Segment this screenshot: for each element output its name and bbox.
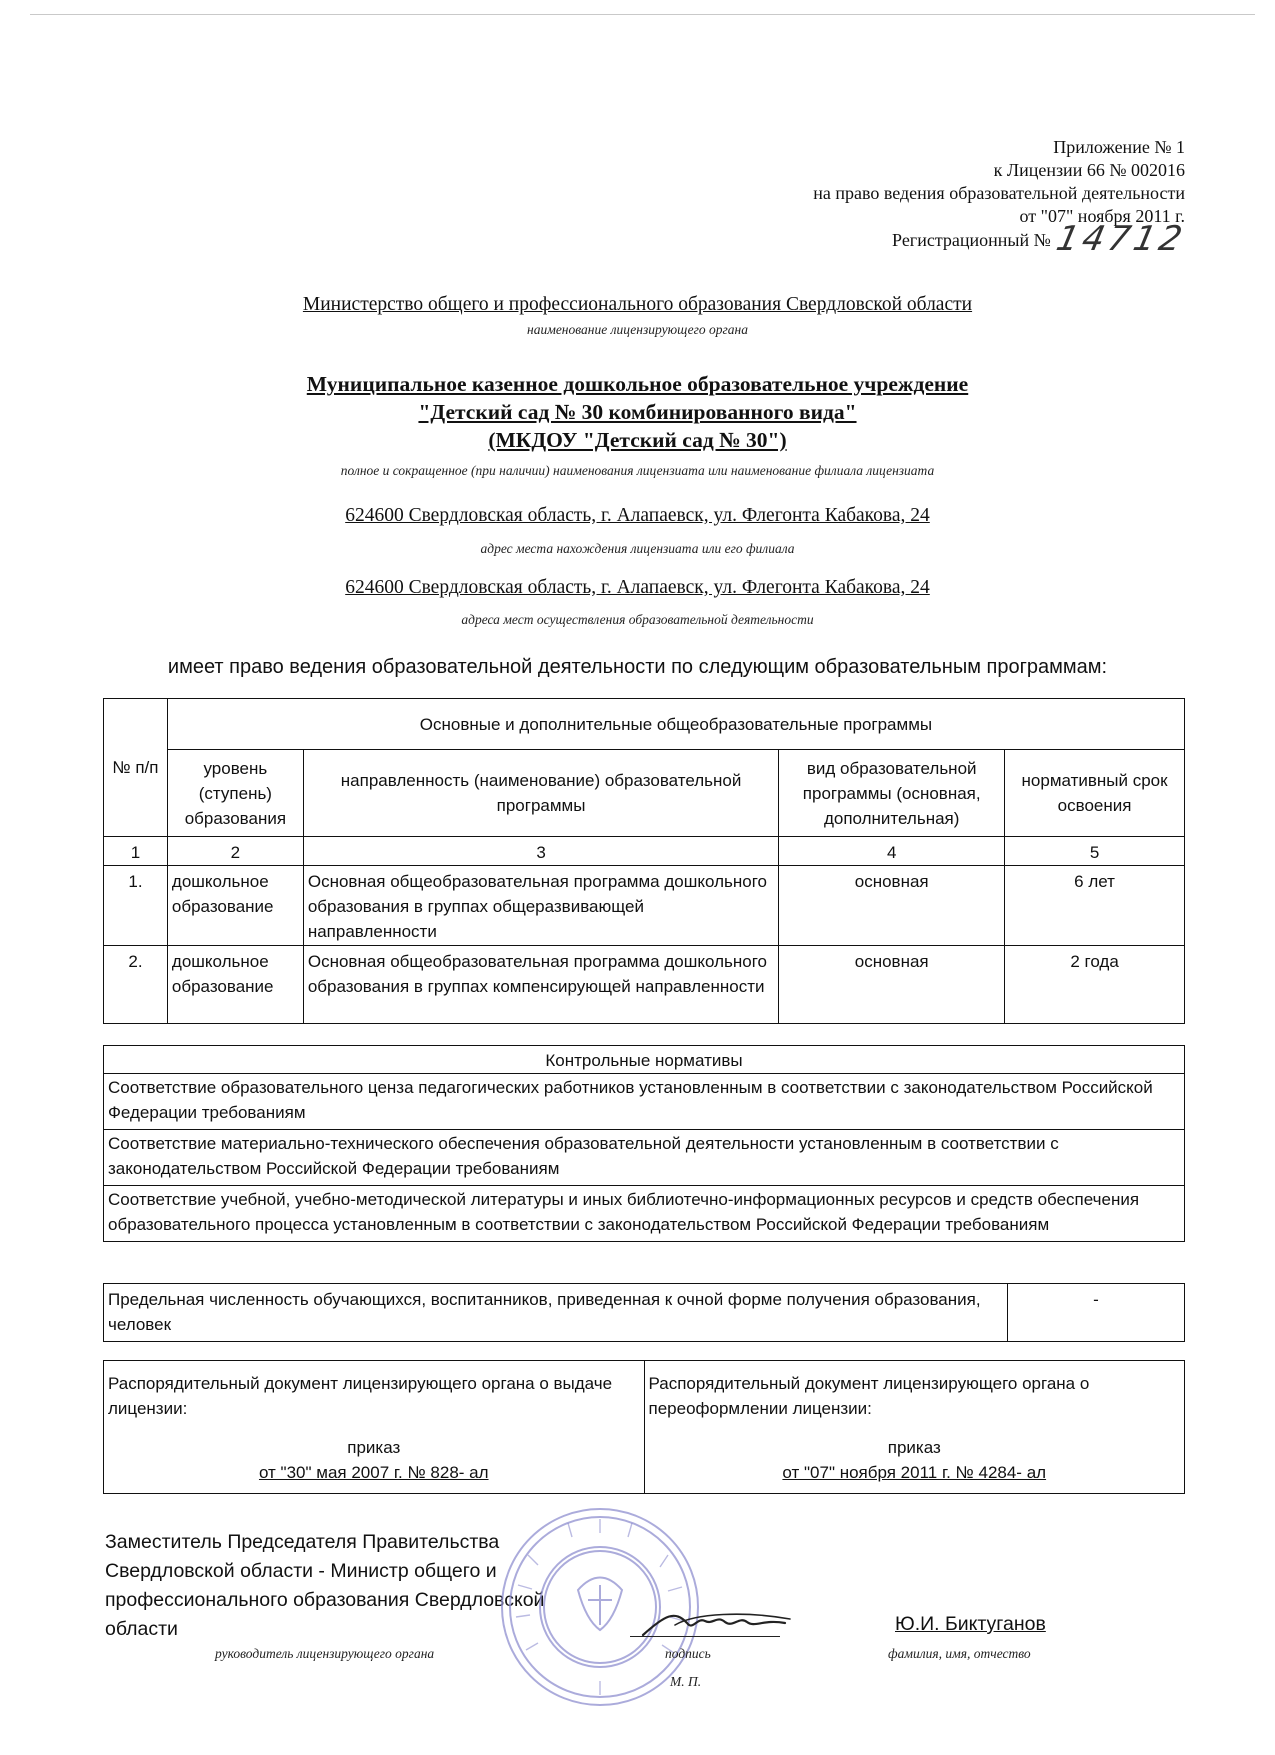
row-kind: основная: [779, 946, 1005, 1024]
capacity-table: [103, 1283, 1185, 1342]
registration-number-handwritten: 14712: [1052, 219, 1190, 259]
stamp-caption: М. П.: [670, 1674, 702, 1689]
activity-address: 624600 Свердловская область, г. Алапаевск, ул. Флегонта Кабакова, 24: [345, 577, 930, 598]
control-norm-item: Соответствие образовательного ценза педагогических работников установленным в соответствии с законодательством Российской Федерации требованиям: [104, 1074, 1185, 1130]
programs-group-header: Основные и дополнительные общеобразовательные программы: [167, 699, 1184, 750]
head-caption: руководитель лицензирующего органа: [215, 1646, 435, 1661]
col-direction-header: направленность (наименование) образовательной программы: [303, 750, 778, 837]
reissue-order-cell: [644, 1361, 1185, 1494]
handwritten-signature: [635, 1595, 795, 1645]
signature-caption: подпись: [665, 1646, 711, 1661]
capacity-value: -: [1008, 1284, 1185, 1342]
index-cell: 4: [779, 837, 1005, 866]
reissue-order-ref: от "07" ноября 2011 г. № 4284- ал: [782, 1463, 1047, 1482]
row-number: 2.: [104, 946, 168, 1024]
licensee-name-line2: "Детский сад № 30 комбинированного вида": [418, 400, 857, 424]
appendix-license-ref: к Лицензии 66 № 002016: [993, 160, 1185, 180]
location-address: 624600 Свердловская область, г. Алапаевск, ул. Флегонта Кабакова, 24: [345, 505, 930, 526]
row-number: 1.: [104, 866, 168, 946]
row-level: дошкольное образование: [167, 946, 303, 1024]
appendix-license-purpose: на право ведения образовательной деятельности: [813, 183, 1185, 203]
table-row: [104, 866, 1185, 946]
name-caption: фамилия, имя, отчество: [888, 1646, 1031, 1661]
signature-line: [630, 1636, 780, 1637]
signer-position-line: области: [105, 1618, 178, 1640]
control-norms-table: [103, 1045, 1185, 1242]
programs-table: [103, 698, 1185, 1024]
orders-table: [103, 1360, 1185, 1494]
row-level: дошкольное образование: [167, 866, 303, 946]
index-cell: 3: [303, 837, 778, 866]
activity-address-caption: адреса мест осуществления образовательной деятельности: [461, 612, 814, 627]
signer-position-line: Заместитель Председателя Правительства: [105, 1531, 500, 1553]
licensee-short-name: (МКДОУ "Детский сад № 30"): [488, 428, 787, 452]
index-cell: 2: [167, 837, 303, 866]
registration-label: Регистрационный №: [892, 230, 1051, 250]
row-kind: основная: [779, 866, 1005, 946]
control-norm-item: Соответствие учебной, учебно-методической литературы и иных библиотечно-информационных ресурсов и средств обеспечения образовательного процесса установленным в соответствии с законодательством Российской Федерации требованиям: [104, 1186, 1185, 1242]
issue-order-label: Распорядительный документ лицензирующего органа о выдаче лицензии:: [108, 1374, 613, 1418]
licensee-name: [0, 370, 1275, 454]
signer-name: Ю.И. Биктуганов: [895, 1613, 1046, 1635]
issue-order-cell: [104, 1361, 645, 1494]
index-cell: 5: [1005, 837, 1185, 866]
index-cell: 1: [104, 837, 168, 866]
row-term: 6 лет: [1005, 866, 1185, 946]
location-address-caption: адрес места нахождения лицензиата или его филиала: [480, 541, 795, 556]
registration-line: [813, 219, 1190, 259]
col-level-header: уровень (ступень) образования: [167, 750, 303, 837]
authority-name: Министерство общего и профессионального образования Свердловской области: [302, 294, 973, 315]
row-direction: Основная общеобразовательная программа дошкольного образования в группах общеразвивающей направленности: [303, 866, 778, 946]
table-row: [104, 946, 1185, 1024]
licensee-name-line1: Муниципальное казенное дошкольное образовательное учреждение: [306, 372, 969, 396]
programs-intro: имеет право ведения образовательной деятельности по следующим образовательным программам:: [167, 656, 1108, 678]
appendix-header: [813, 136, 1190, 259]
licensee-caption: полное и сокращенное (при наличии) наименования лицензиата или наименование филиала лицензиата: [340, 463, 935, 478]
row-term: 2 года: [1005, 946, 1185, 1024]
authority-caption: наименование лицензирующего органа: [527, 322, 748, 337]
col-kind-header: вид образовательной программы (основная, дополнительная): [779, 750, 1005, 837]
signer-position: [105, 1528, 544, 1644]
appendix-number: Приложение № 1: [1053, 137, 1185, 157]
col-number-header: № п/п: [104, 699, 168, 837]
col-term-header: нормативный срок освоения: [1005, 750, 1185, 837]
reissue-order-type: приказ: [887, 1438, 941, 1457]
control-norms-header: Контрольные нормативы: [104, 1046, 1185, 1074]
scan-top-edge: [30, 14, 1255, 15]
capacity-label: Предельная численность обучающихся, воспитанников, приведенная к очной форме получения образования, человек: [104, 1284, 1008, 1342]
reissue-order-label: Распорядительный документ лицензирующего органа о переоформлении лицензии:: [648, 1374, 1090, 1418]
signer-position-line: профессионального образования Свердловской: [105, 1589, 545, 1611]
row-direction: Основная общеобразовательная программа дошкольного образования в группах компенсирующей направленности: [303, 946, 778, 1024]
appendix-date: от "07" ноября 2011 г.: [1019, 206, 1185, 226]
signer-position-line: Свердловской области - Министр общего и: [105, 1560, 497, 1582]
issue-order-ref: от "30" мая 2007 г. № 828- ал: [258, 1463, 489, 1482]
control-norm-item: Соответствие материально-технического обеспечения образовательной деятельности установленным в соответствии с законодательством Российской Федерации требованиям: [104, 1130, 1185, 1186]
issue-order-type: приказ: [347, 1438, 401, 1457]
